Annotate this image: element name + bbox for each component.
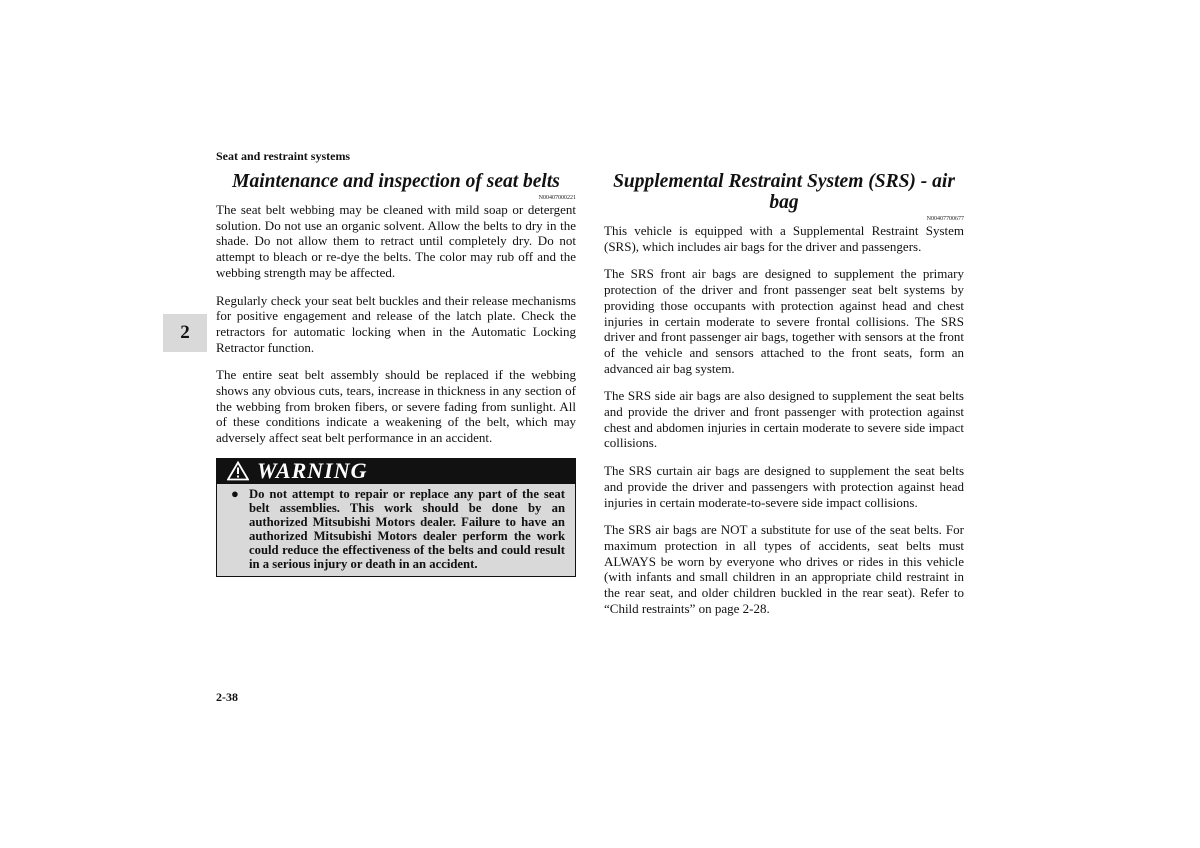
left-paragraph: The seat belt webbing may be cleaned with mild soap or detergent solution. Do not use an organic solvent. Allow the belts to dry in the shade. Do not allow them to retract until completely dry. Do not attempt to bleach or re-dye the belts. The color may rub off and the webbing strength may be affected. bbox=[216, 202, 576, 280]
right-column bbox=[604, 171, 964, 628]
chapter-tab: 2 bbox=[163, 314, 207, 352]
page-number: 2-38 bbox=[216, 690, 238, 704]
right-section-title: Supplemental Restraint System (SRS) - air bag bbox=[613, 171, 955, 213]
right-reference-code: N00407700677 bbox=[926, 216, 964, 222]
warning-triangle-icon bbox=[227, 461, 249, 481]
right-paragraph: The SRS front air bags are designed to supplement the primary protection of the driver and front passenger seat belt systems by providing those occupants with protection against head and chest injuries in certain moderate to severe frontal collisions. The SRS driver and front passenger air bags, together with sensors at the front of the vehicle and sensors attached to the front seats, form an advanced air bag system. bbox=[604, 266, 964, 376]
warning-text: Do not attempt to repair or replace any part of the seat belt assemblies. This work should be done by an authorized Mitsubishi Motors dealer. Failure to have an authorized Mitsubishi Motors dealer perform the work could reduce the effectiveness of the belts and could result in a serious injury or death in an accident. bbox=[249, 486, 565, 571]
right-paragraph: The SRS curtain air bags are designed to supplement the seat belts and provide the driver and passengers with protection against head injuries in certain moderate-to-severe side impact collisions. bbox=[604, 463, 964, 510]
right-paragraph: The SRS side air bags are also designed to supplement the seat belts and provide the driver and front passenger with protection against chest and abdomen injuries in certain moderate to severe side impact collisions. bbox=[604, 388, 964, 451]
warning-box bbox=[216, 458, 576, 577]
left-paragraph: Regularly check your seat belt buckles and their release mechanisms for positive engagement and release of the latch plate. Check the retractors for automatic locking when in the Automatic Locking Retractor function. bbox=[216, 292, 576, 355]
right-paragraph: The SRS air bags are NOT a substitute for use of the seat belts. For maximum protection in all types of accidents, seat belts must ALWAYS be worn by everyone who drives or rides in this vehicle (with infants and small children in an appropriate child restraint in the rear seat, and older children buckled in the rear seat). Refer to “Child restraints” on page 2-28. bbox=[604, 522, 964, 616]
warning-body bbox=[217, 484, 575, 576]
left-paragraph: The entire seat belt assembly should be replaced if the webbing shows any obvious cuts, tears, increase in thickness in any section of the webbing from broken fibers, or severe fading from sunlight. All of these conditions indicate a weakening of the belt, which may adversely affect seat belt performance in an accident. bbox=[216, 367, 576, 446]
warning-header bbox=[217, 459, 575, 484]
section-header: Seat and restraint systems bbox=[216, 149, 351, 163]
left-column bbox=[216, 171, 576, 577]
left-section-title: Maintenance and inspection of seat belts bbox=[232, 171, 560, 192]
bullet-icon: ● bbox=[231, 485, 239, 501]
warning-title: WARNING bbox=[257, 458, 368, 484]
right-paragraph: This vehicle is equipped with a Supplemental Restraint System (SRS), which includes air bags for the driver and passengers. bbox=[604, 223, 964, 254]
left-reference-code: N00407000221 bbox=[538, 195, 576, 201]
